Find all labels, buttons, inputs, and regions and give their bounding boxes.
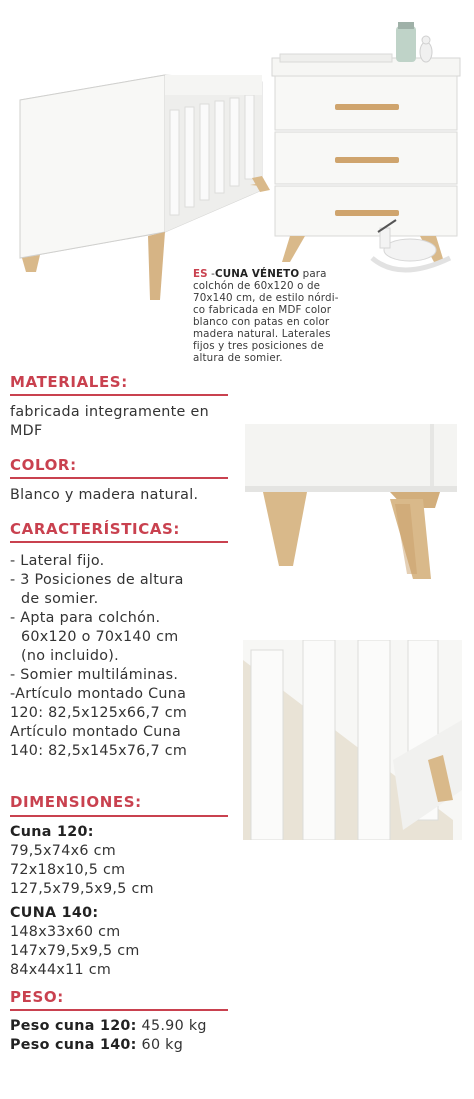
- color-divider: [10, 477, 228, 479]
- caracteristicas-divider: [10, 541, 228, 543]
- caption-line: madera natural. Laterales: [193, 328, 331, 340]
- color-heading: COLOR:: [10, 456, 77, 474]
- caracteristica-item: Artículo montado Cuna: [10, 724, 182, 740]
- dimensiones-group-120: [10, 823, 235, 899]
- product-caption: [193, 268, 339, 364]
- caption-line1-suffix: para: [299, 268, 327, 280]
- peso-divider: [10, 1009, 228, 1011]
- caracteristicas-heading: CARACTERÍSTICAS:: [10, 520, 181, 538]
- caption-product-name: CUNA VÉNETO: [215, 268, 300, 280]
- peso-label: Peso cuna 140:: [10, 1037, 137, 1053]
- materiales-text: [10, 403, 209, 441]
- caracteristica-item: de somier.: [21, 591, 99, 607]
- peso-item: [10, 1036, 235, 1055]
- caption-line: 70x140 cm, de estilo nórdi-: [193, 292, 339, 304]
- caption-line: colchón de 60x120 o de: [193, 280, 321, 292]
- dimension-value: 127,5x79,5x9,5 cm: [10, 881, 154, 897]
- caption-lang: ES: [193, 268, 208, 280]
- leg-detail-photo: [245, 424, 457, 594]
- caracteristica-item: - 3 Posiciones de altura: [10, 572, 184, 588]
- materiales-line: MDF: [10, 423, 43, 439]
- caracteristica-item: - Apta para colchón.: [10, 610, 161, 626]
- caption-line: blanco con patas en color: [193, 316, 330, 328]
- dimension-value: 72x18x10,5 cm: [10, 862, 126, 878]
- peso-value: 60 kg: [136, 1037, 184, 1053]
- dimension-value: 147x79,5x9,5 cm: [10, 943, 140, 959]
- dimensiones-group-140: [10, 904, 235, 980]
- dimensiones-group-title: Cuna 120:: [10, 824, 94, 840]
- dresser-illustration: [272, 22, 460, 270]
- peso-heading: PESO:: [10, 988, 64, 1006]
- peso-item: [10, 1017, 235, 1036]
- materiales-divider: [10, 394, 228, 396]
- caracteristica-item: -Artículo montado Cuna: [10, 686, 187, 702]
- caracteristica-item: 60x120 o 70x140 cm: [21, 629, 179, 645]
- caption-line: altura de somier.: [193, 352, 283, 364]
- caracteristica-item: 140: 82,5x145x76,7 cm: [10, 743, 188, 759]
- dimension-value: 79,5x74x6 cm: [10, 843, 116, 859]
- crib-illustration: [20, 75, 270, 300]
- caracteristica-item: - Somier multiláminas.: [10, 667, 179, 683]
- caracteristica-item: - Lateral fijo.: [10, 553, 105, 569]
- dimensiones-group-title: CUNA 140:: [10, 905, 99, 921]
- dimensiones-heading: DIMENSIONES:: [10, 793, 142, 811]
- caption-line: fijos y tres posiciones de: [193, 340, 324, 352]
- caption-separator: -: [207, 268, 216, 280]
- caption-line: co fabricada en MDF color: [193, 304, 332, 316]
- color-text: Blanco y madera natural.: [10, 487, 199, 503]
- dimension-value: 148x33x60 cm: [10, 924, 121, 940]
- dimension-value: 84x44x11 cm: [10, 962, 112, 978]
- bars-detail-photo: [243, 640, 462, 840]
- materiales-heading: MATERIALES:: [10, 373, 128, 391]
- caracteristica-item: 120: 82,5x125x66,7 cm: [10, 705, 188, 721]
- peso-label: Peso cuna 120:: [10, 1018, 137, 1034]
- dimensiones-divider: [10, 815, 228, 817]
- materiales-line: fabricada integramente en: [10, 404, 209, 420]
- caracteristicas-list: [10, 552, 235, 761]
- peso-list: [10, 1017, 235, 1055]
- caracteristica-item: (no incluido).: [21, 648, 119, 664]
- peso-value: 45.90 kg: [136, 1018, 207, 1034]
